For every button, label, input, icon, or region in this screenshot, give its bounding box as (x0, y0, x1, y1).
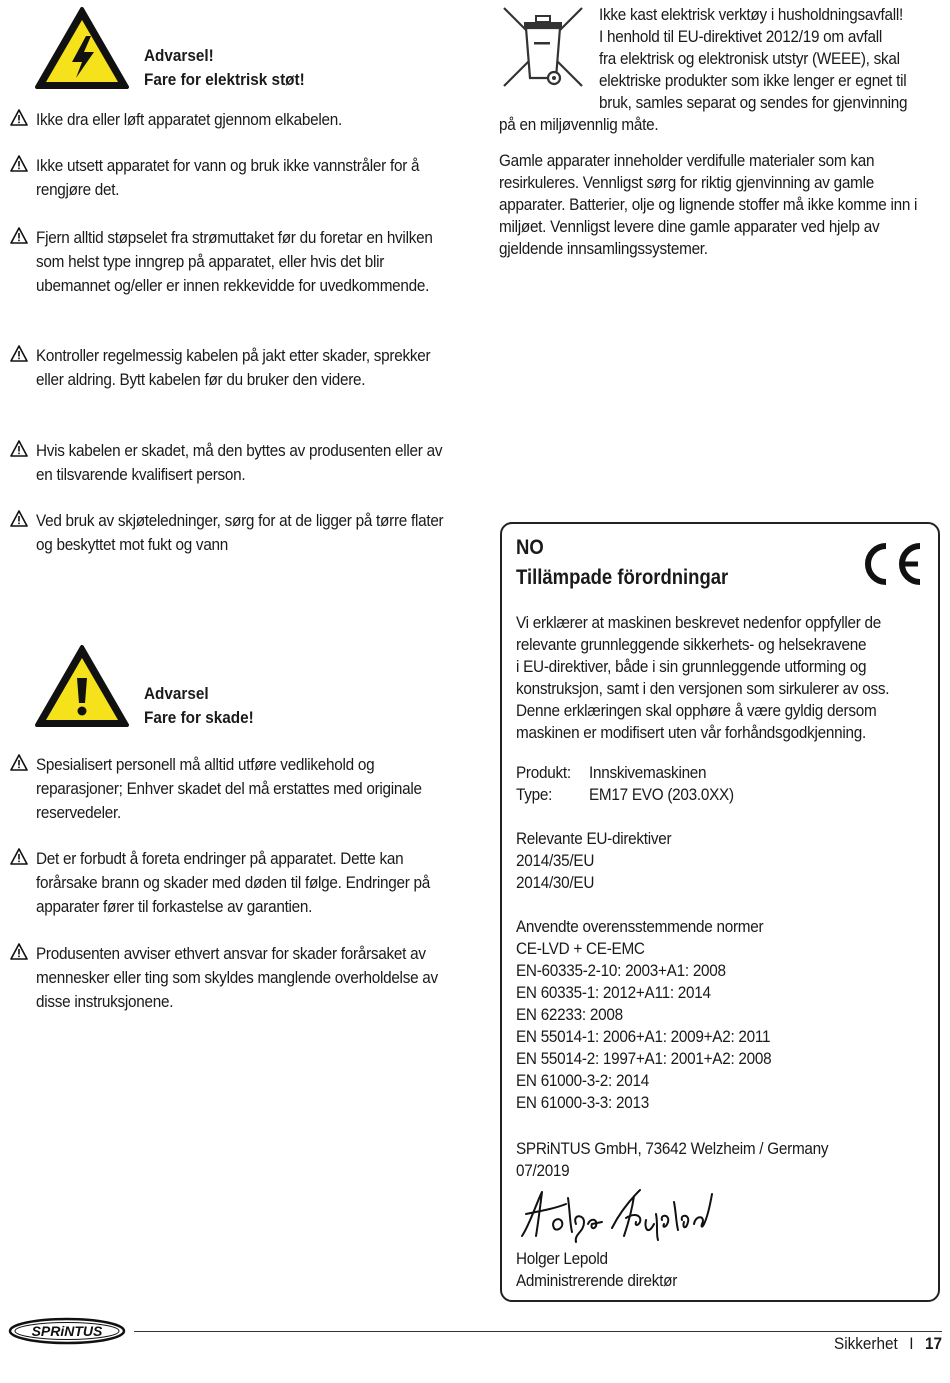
directive-item: 2014/35/EU (516, 851, 595, 870)
warning-triangle-icon (10, 754, 28, 771)
list-item (10, 509, 444, 557)
declaration-title: Tillämpade förordningar (516, 566, 729, 589)
norms-heading: Anvendte overensstemmende normer (516, 917, 764, 936)
warning-triangle-icon (10, 510, 28, 527)
declaration-lang: NO (516, 536, 544, 559)
type-value: EM17 EVO (203.0XX) (589, 785, 734, 804)
damage-warning-title: Advarsel (144, 684, 209, 703)
electric-warning-subtitle: Fare for elektrisk støt! (144, 70, 305, 89)
norm-item: EN 61000-3-3: 2013 (516, 1093, 649, 1112)
intro-line: relevante grunnleggende sikkerhets- og helsekravene (516, 635, 867, 654)
warning-triangle-icon (10, 848, 28, 865)
bullet-text: Fjern alltid støpselet fra strømuttaket før du foretar en hvilken som helst type inngrep på apparatet, eller hvis det blir ubemannet og/eller er innen rekkevidde for uvedkommende. (36, 228, 433, 295)
type-label: Type: (516, 785, 553, 804)
crossed-bin-icon (500, 4, 586, 90)
bullet-text: Ikke dra eller løft apparatet gjennom elkabelen. (36, 110, 342, 129)
warning-triangle-icon (10, 155, 28, 172)
signer-name: Holger Lepold (516, 1249, 608, 1268)
directives-block (516, 828, 689, 894)
norm-item: CE-LVD + CE-EMC (516, 939, 645, 958)
bullet-text: Ved bruk av skjøteledninger, sørg for at de ligger på tørre flater og beskyttet mot fukt og vann (36, 511, 444, 554)
warning-triangle-icon (10, 227, 28, 244)
footer-section (834, 1334, 942, 1354)
weee-intro (599, 4, 950, 114)
bullet-text: Ikke utsett apparatet for vann og bruk ikke vannstråler for å rengjøre det. (36, 156, 420, 199)
intro-line: maskinen er modifisert uten vår forhåndsgodkjenning. (516, 723, 866, 742)
list-item (10, 942, 438, 1014)
electric-warning-title: Advarsel! (144, 46, 214, 65)
list-item (10, 108, 410, 132)
sprintus-logo (8, 1317, 126, 1345)
norm-item: EN-60335-2-10: 2003+A1: 2008 (516, 961, 726, 980)
declaration-intro (516, 612, 931, 744)
company-block (516, 1138, 863, 1182)
norm-item: EN 62233: 2008 (516, 1005, 623, 1024)
exclamation-warning-icon (34, 644, 130, 728)
list-item (10, 154, 420, 202)
weee-line: elektriske produkter som ikke lenger er egnet til (599, 71, 907, 90)
recycle-paragraph: Gamle apparater inneholder verdifulle materialer som kan resirkuleres. Vennligst sørg for riktig gjenvinning av gamle apparater. Batterier, olje og lignende stoffer må ikke komme inn i miljøet. Vennligst levere dine gamle apparater ved hjelp av gjeldende innsamlingssystemer. (499, 151, 918, 258)
bullet-text: Det er forbudt å foreta endringer på apparatet. Dette kan forårsake brann og skader med døden til følge. Endringer på apparater fører til forkastelse av garantien. (36, 849, 431, 916)
list-item (10, 439, 443, 487)
bullet-text: Produsenten avviser ethvert ansvar for skader forårsaket av mennesker eller ting som skyldes manglende overholdelse av disse instruksjonene. (36, 944, 438, 1011)
intro-line: i EU-direktiver, både i sin grunnleggende utforming og (516, 657, 867, 676)
list-item (10, 847, 431, 919)
directives-heading: Relevante EU-direktiver (516, 829, 672, 848)
weee-line: fra elektrisk og elektronisk utstyr (WEEE), skal (599, 49, 900, 68)
signature (516, 1184, 726, 1244)
electric-warning-heading (144, 44, 323, 92)
intro-line: Denne erklæringen skal opphøre å være gyldig dersom (516, 701, 877, 720)
list-item (10, 344, 431, 392)
weee-line: bruk, samles separat og sendes for gjenvinning (599, 93, 908, 112)
norm-item: EN 55014-2: 1997+A1: 2001+A2: 2008 (516, 1049, 772, 1068)
list-item (10, 753, 422, 825)
ce-mark-icon (858, 540, 924, 588)
bullet-text: Spesialisert personell må alltid utføre vedlikehold og reparasjoner; Enhver skadet del må erstattes med originale reservedeler. (36, 755, 422, 822)
product-value: Innskivemaskinen (589, 763, 707, 782)
company-name: SPRiNTUS GmbH, 73642 Welzheim / Germany (516, 1139, 829, 1158)
footer-divider (134, 1331, 942, 1332)
warning-triangle-icon (10, 943, 28, 960)
warning-triangle-icon (10, 345, 28, 362)
norms-block (516, 916, 800, 1114)
damage-warning-heading (144, 682, 266, 730)
weee-line: Ikke kast elektrisk verktøy i husholdningsavfall! (599, 5, 903, 24)
weee-line: på en miljøvennlig måte. (499, 115, 659, 134)
intro-line: Vi erklærer at maskinen beskrevet nedenfor oppfyller de (516, 613, 882, 632)
damage-warning-subtitle: Fare for skade! (144, 708, 254, 727)
product-label: Produkt: (516, 763, 571, 782)
weee-line: I henhold til EU-direktivet 2012/19 om avfall (599, 27, 882, 46)
norm-item: EN 60335-1: 2012+A11: 2014 (516, 983, 711, 1002)
norm-item: EN 55014-1: 2006+A1: 2009+A2: 2011 (516, 1027, 771, 1046)
logo-text: SPRiNTUS (31, 1323, 103, 1339)
declaration-date: 07/2019 (516, 1161, 570, 1180)
section-name: Sikkerhet (834, 1334, 898, 1353)
warning-triangle-icon (10, 109, 28, 126)
warning-triangle-icon (10, 440, 28, 457)
norm-item: EN 61000-3-2: 2014 (516, 1071, 649, 1090)
directive-item: 2014/30/EU (516, 873, 595, 892)
bullet-text: Hvis kabelen er skadet, må den byttes av produsenten eller av en tilsvarende kvalifisert person. (36, 441, 443, 484)
footer-separator: I (909, 1334, 914, 1353)
list-item (10, 226, 433, 298)
declaration-box (500, 522, 940, 1302)
intro-line: konstruksjon, samt i den versjonen som sirkulerer av oss. (516, 679, 890, 698)
page-number: 17 (924, 1334, 942, 1353)
signer-block (516, 1248, 695, 1292)
bullet-text: Kontroller regelmessig kabelen på jakt etter skader, sprekker eller aldring. Bytt kabelen før du bruker den videre. (36, 346, 431, 389)
electric-shock-warning-icon (34, 6, 130, 90)
signer-title: Administrerende direktør (516, 1271, 678, 1290)
